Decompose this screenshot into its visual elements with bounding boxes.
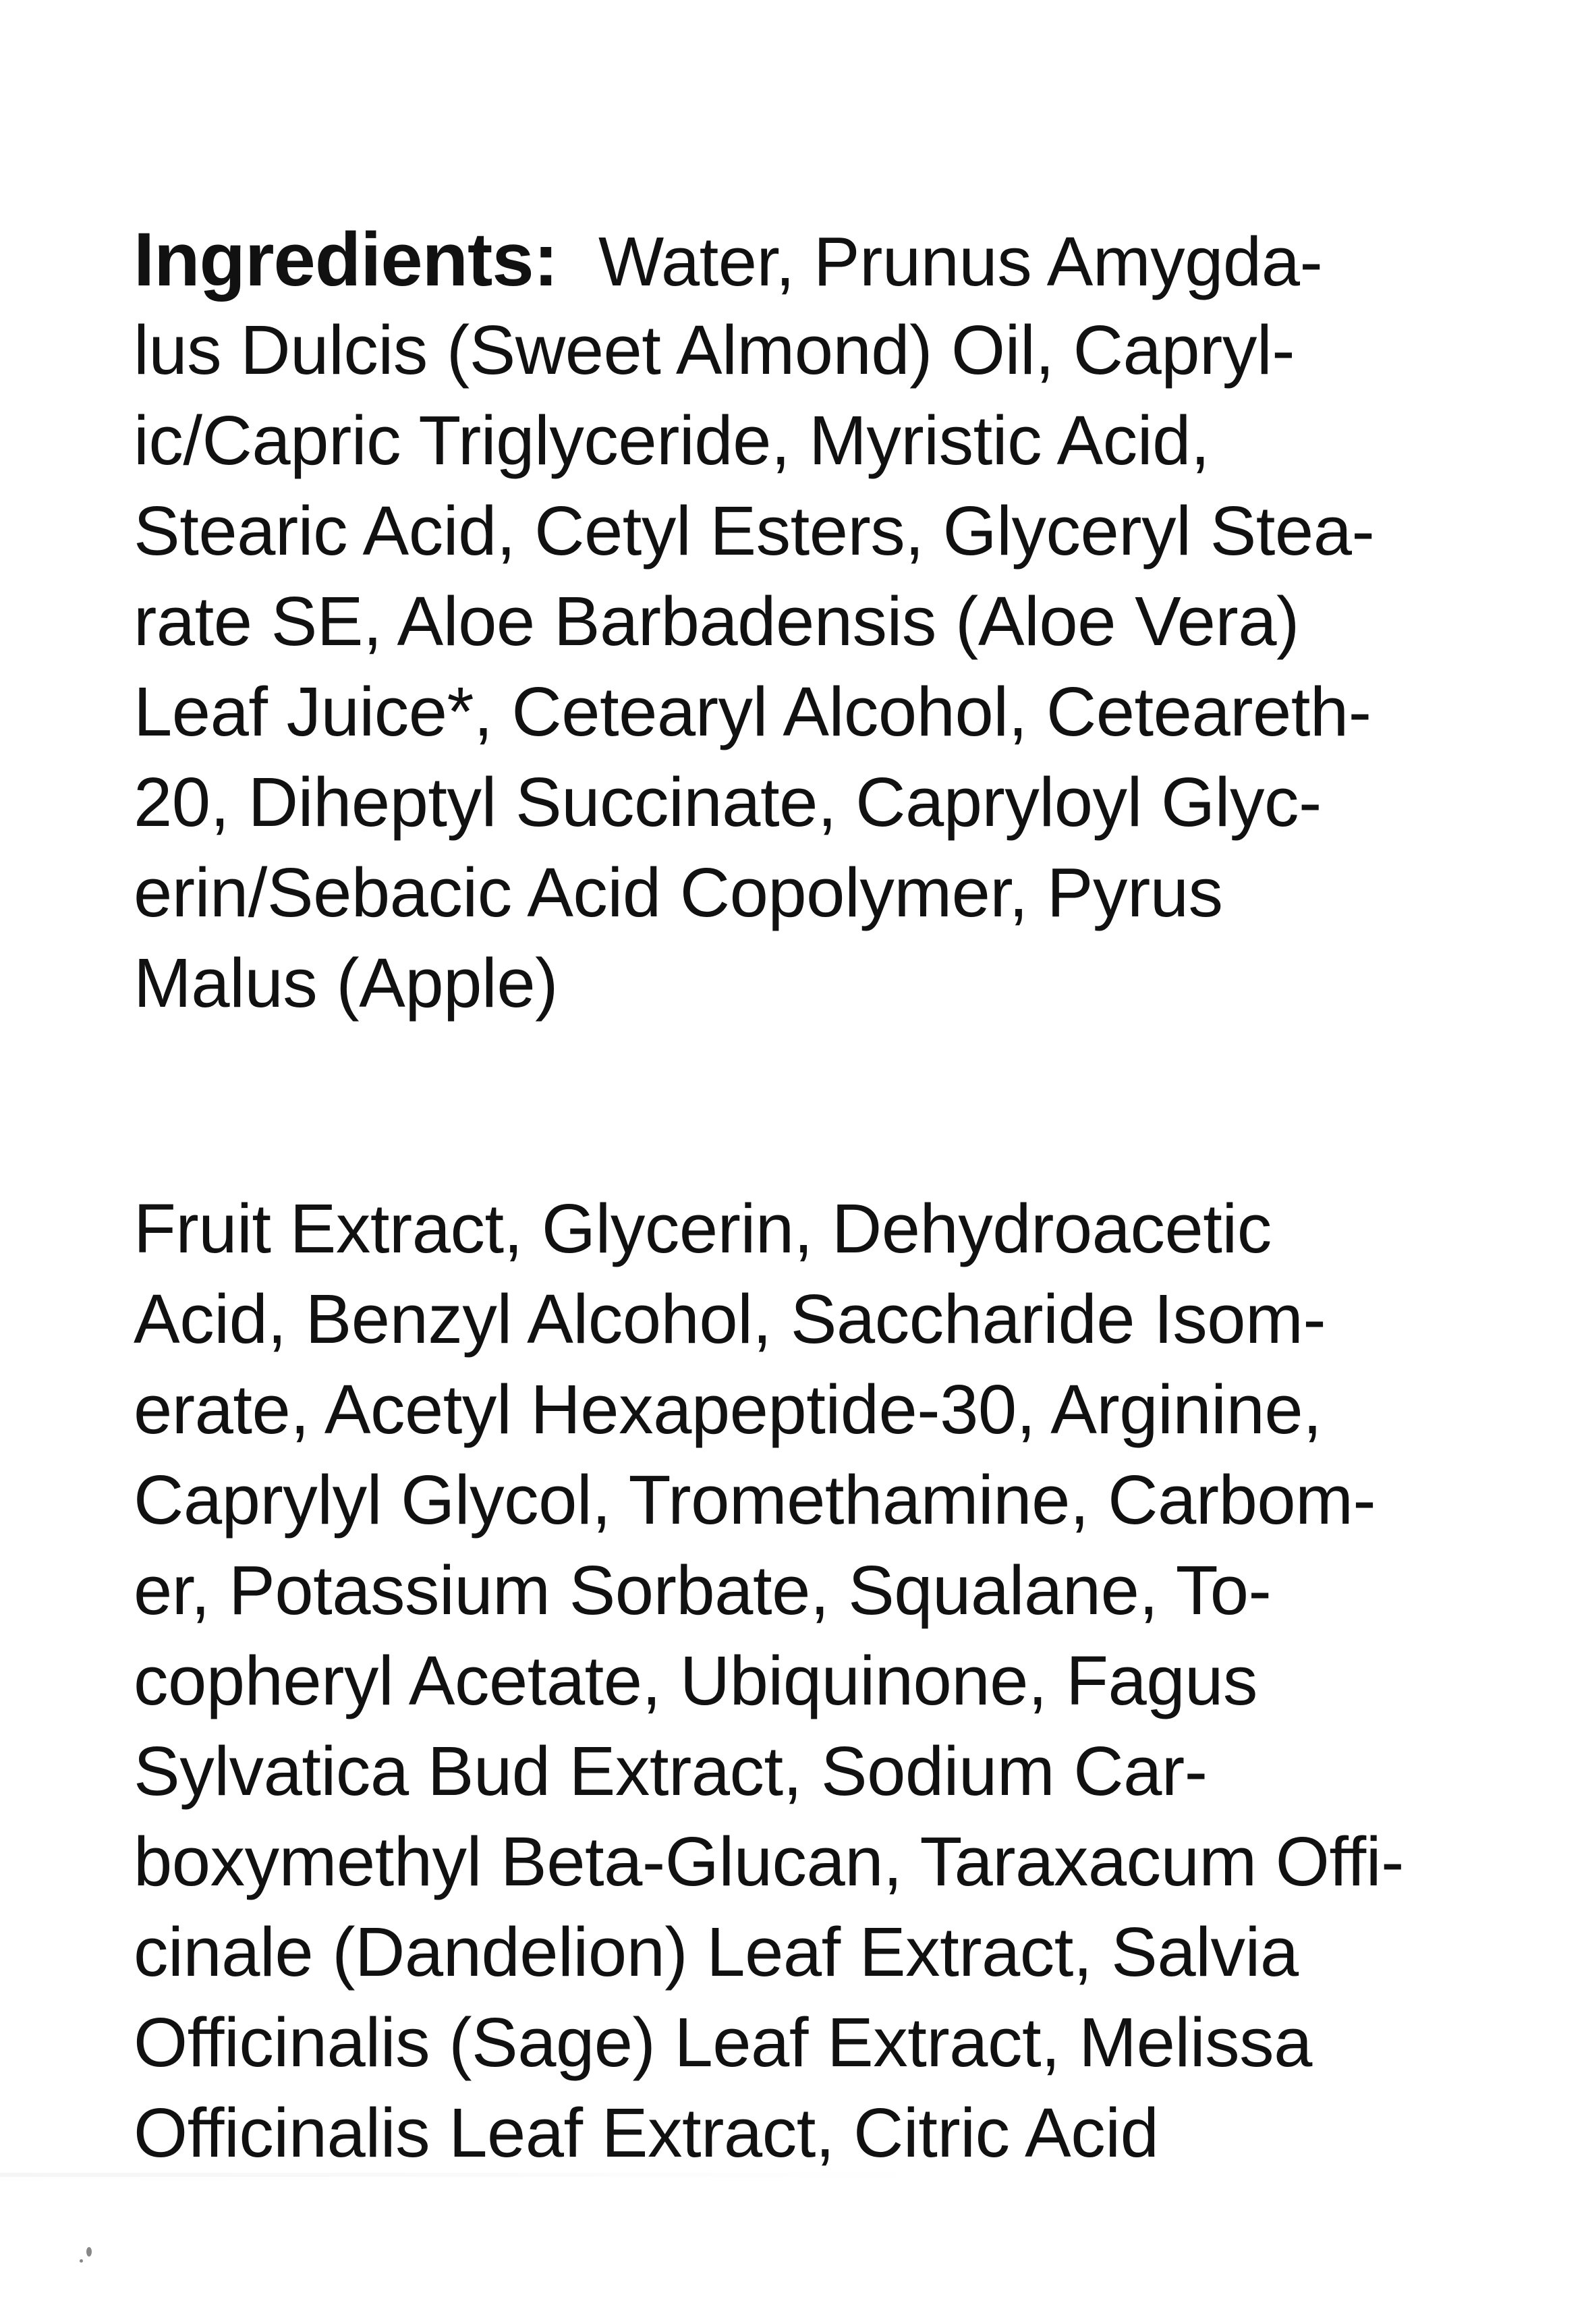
ingredients-text-block: [134, 215, 1456, 2178]
scan-artifact-line: [0, 2173, 944, 2177]
ingredient-line-19: Officinalis (Sage) Leaf Extract, Melissa: [134, 2003, 1312, 2081]
ingredient-line-6: Leaf Juice*, Cetearyl Alcohol, Ceteareth-: [134, 673, 1371, 750]
ingredient-line-12: erate, Acetyl Hexapeptide-30, Arginine,: [134, 1371, 1322, 1448]
ingredient-line-5: rate SE, Aloe Barbadensis (Aloe Vera): [134, 582, 1299, 660]
ingredient-line-16: Sylvatica Bud Extract, Sodium Car-: [134, 1732, 1208, 1810]
ingredient-line-10: Fruit Extract, Glycerin, Dehydroacetic: [134, 1190, 1272, 1267]
ingredient-line-15: copheryl Acetate, Ubiquinone, Fagus: [134, 1642, 1257, 1719]
ingredients-heading: Ingredients:: [134, 217, 558, 302]
scan-speck: [80, 2259, 83, 2263]
ingredient-line-18: cinale (Dandelion) Leaf Extract, Salvia: [134, 1913, 1299, 1991]
ingredient-line-8: erin/Sebacic Acid Copolymer, Pyrus: [134, 854, 1223, 931]
ingredient-line-14: er, Potassium Sorbate, Squalane, To-: [134, 1551, 1272, 1629]
ingredient-text: Water, Prunus Amygda-: [598, 223, 1323, 300]
ingredient-line-4: Stearic Acid, Cetyl Esters, Glyceryl Stea-: [134, 492, 1375, 570]
paragraph-gap: [134, 1028, 1456, 1184]
ingredient-line-1: [134, 215, 1456, 305]
scan-speck: [86, 2247, 92, 2257]
ingredient-line-11: Acid, Benzyl Alcohol, Saccharide Isom-: [134, 1280, 1326, 1358]
ingredient-line-20: Officinalis Leaf Extract, Citric Acid: [134, 2094, 1159, 2171]
ingredient-line-17: boxymethyl Beta-Glucan, Taraxacum Offi-: [134, 1823, 1404, 1900]
ingredient-line-3: ic/Capric Triglyceride, Myristic Acid,: [134, 402, 1210, 479]
ingredient-line-13: Caprylyl Glycol, Tromethamine, Carbom-: [134, 1461, 1376, 1539]
ingredient-line-2: lus Dulcis (Sweet Almond) Oil, Capryl-: [134, 311, 1295, 389]
ingredient-line-7: 20, Diheptyl Succinate, Capryloyl Glyc-: [134, 763, 1322, 841]
ingredient-line-9: Malus (Apple): [134, 944, 558, 1022]
